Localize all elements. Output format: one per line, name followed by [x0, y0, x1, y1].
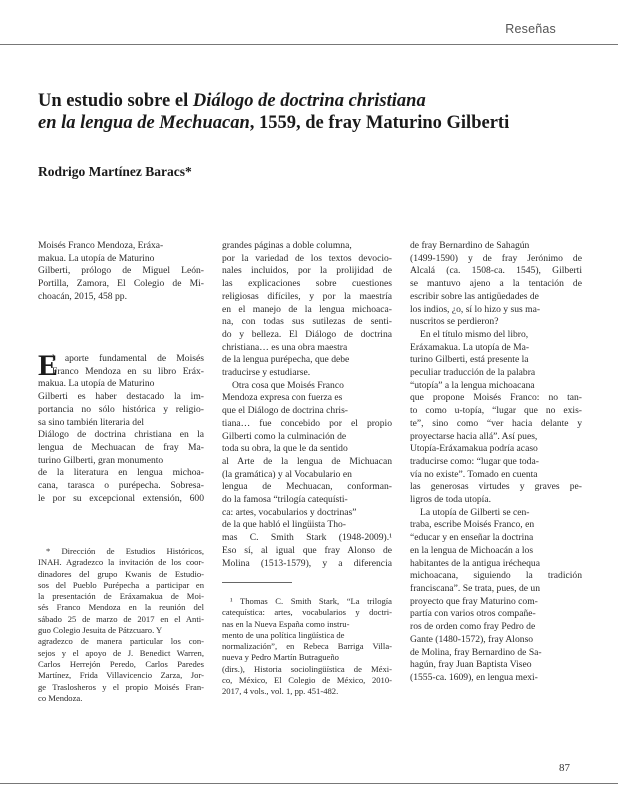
text-line: do la famosa “trilogía catequísti- [222, 494, 348, 506]
text-line: l aporte fundamental de Moisés [52, 353, 204, 364]
text-line: cana, tarasca o purépecha. Sobresa- [38, 480, 204, 492]
text-line: las explicaciones sobre cuestiones [222, 278, 392, 290]
text-line: Moisés Franco Mendoza, Eráxa- [38, 240, 164, 251]
text-line: “educar y en enseñar la doctrina [410, 532, 534, 544]
top-rule [0, 44, 618, 45]
text-line: agradezco de manera particular los con- [38, 636, 204, 647]
text-line: normalización”, en Rebeca Barriga Villa- [222, 641, 392, 652]
text-line: Franco Mendoza en su libro Eráx- [52, 365, 204, 377]
text-line: que propone Moisés Franco: no tan- [410, 392, 582, 404]
text-line: sa sino también literaria del [38, 416, 145, 428]
text-line: Gilberti es haber destacado la im- [38, 391, 204, 403]
text-line: sés Franco Mendoza en la reunión del [38, 602, 204, 613]
text-line: Alcalá (ca. 1508-ca. 1545), Gilberti [410, 265, 582, 277]
author-footnote [38, 546, 204, 704]
text-line: co, México, El Colegio de México, 2010- [222, 675, 392, 686]
text-line: portancia no sólo histórica y religio- [38, 403, 204, 415]
text-line: Gante (1480-1572), fray Alonso [410, 633, 534, 645]
text-line: catequística: artes, vocabularios y doctri- [222, 607, 392, 618]
text-line: que el Diálogo de doctrina chris- [222, 405, 349, 417]
text-line: sejos y el apoyo de J. Benedict Warren, [38, 647, 204, 658]
text-line: de la que habló el lingüista Tho- [222, 519, 346, 531]
text-line: de la literatura en lengua michoa- [38, 467, 204, 479]
section-label: Reseñas [505, 22, 556, 36]
title-italic: en la lengua de Mechuacan [38, 113, 250, 133]
title-text: , 1559, de fray Maturino Gilberti [249, 113, 510, 133]
text-line: INAH. Agradezco la invitación de los coor- [38, 557, 204, 568]
text-line: sos del Pueblo Purépecha a participar en [38, 579, 204, 590]
text-line: ¹ Thomas C. Smith Stark, “La trilogía [230, 596, 392, 606]
text-line: mento de una política lingüística de [222, 629, 345, 640]
text-line: ligros de toda utopía. [410, 494, 491, 506]
text-line: guo Colegio Jesuita de Pátzcuaro. Y [38, 625, 163, 636]
text-line: makua. La utopía de Maturino [38, 252, 155, 264]
text-line: traducirse y estudiarse. [222, 367, 311, 379]
text-line: toda su obra, la que le da sentido [222, 443, 348, 455]
text-line: na, con todas sus sutilezas de senti- [222, 316, 392, 328]
article-title [38, 90, 583, 134]
text-line: Carlos Herrejón Peredo, Carlos Paredes [38, 658, 204, 669]
text-line: co Mendoza. [38, 692, 83, 703]
text-line: to como u-topía, “lugar que no exis- [410, 405, 582, 417]
text-line: traba, escribe Moisés Franco, en [410, 519, 535, 531]
text-line: de Molina, fray Bernardino de Sa- [410, 646, 542, 658]
text-line: le por su excepcional extensión, 600 [38, 492, 204, 504]
text-line: proyectarse hacia allá”. Así pues, [410, 430, 538, 442]
text-line: Diálogo de doctrina christiana en la [38, 429, 204, 441]
text-line: Otra cosa que Moisés Franco [232, 379, 344, 391]
title-text: Un estudio sobre el [38, 91, 193, 111]
text-line: christiana… es una obra maestra [222, 341, 348, 353]
text-line: (1499-1590) y de fray Jerónimo de [410, 252, 582, 264]
footnote-1 [222, 596, 392, 698]
text-line: La utopía de Gilberti se cen- [420, 506, 530, 518]
text-line: te”, sino como “ver hacia delante y [410, 417, 582, 429]
page-number: 87 [559, 762, 570, 774]
text-line: las generosas virtudes y graves pe- [410, 481, 582, 493]
text-line: vía no existe”. Tomado en cuenta [410, 468, 538, 480]
text-line: ca: artes, vocabularios y doctrinas” [222, 506, 357, 518]
text-line: nuscritos se perdieron? [410, 316, 499, 328]
text-line: michoacana, siguiendo la tradición [410, 570, 582, 582]
text-line: se mantuvo ajeno a la tentación de [410, 278, 582, 290]
text-line: franciscana”. Se trata, pues, de un [410, 582, 540, 594]
text-line: Martínez, Frida Villavicencio Zarza, Jor- [38, 670, 204, 681]
text-line: habitantes de la antigua iréchequa [410, 557, 540, 569]
text-line: Gilberti como la culminación de [222, 430, 347, 442]
text-line: por la variedad de los textos devocio- [222, 252, 392, 264]
text-line: choacán, 2015, 458 pp. [38, 290, 127, 302]
text-line: En el título mismo del libro, [420, 328, 529, 340]
text-line: proyecto que fray Maturino com- [410, 595, 538, 607]
text-line: partía con varios otros compañe- [410, 608, 536, 620]
text-line: Utopía-Eráxamakua podría acaso [410, 443, 538, 455]
text-line: (dirs.), Historia sociolingüística de Méxi- [222, 663, 392, 674]
text-line: sábado 25 de marzo de 2017 en el Anti- [38, 613, 204, 624]
text-line: peculiar traducción de la palabra [410, 367, 536, 379]
text-line: (la gramática) y al Vocabulario en [222, 468, 352, 480]
text-line: escribir sobre las antigüedades de [410, 290, 539, 302]
text-line: de fray Bernardino de Sahagún [410, 240, 530, 251]
text-line: traducirse como: “lugar que toda- [410, 455, 539, 467]
text-line: mas C. Smith Stark (1948-2009).¹ [222, 532, 392, 544]
text-line: en la lengua de Michoacán a los [410, 544, 534, 556]
text-line: “utopía” a la lengua michoacana [410, 379, 535, 391]
text-line: nales incluidos, por la prolijidad de [222, 265, 392, 277]
text-line: do y belleza. El Diálogo de doctrina [222, 328, 392, 340]
text-line: lengua de Mechuacan de fray Ma- [38, 441, 204, 453]
column-1-body [38, 349, 204, 505]
text-line: dinadores del grupo Kwanis de Estudio- [38, 568, 204, 579]
title-line-1 [38, 90, 583, 112]
text-line: al Arte de la lengua de Michuacan [222, 455, 392, 467]
column-3-body [410, 240, 582, 685]
text-line: Mendoza expresa con fuerza es [222, 392, 343, 404]
bottom-rule [0, 783, 618, 784]
text-line: religiosas difíciles, y por la maestría [222, 290, 392, 302]
text-line: makua. La utopía de Maturino [38, 378, 155, 390]
text-line: grandes páginas a doble columna, [222, 240, 352, 251]
text-line: hagún, fray Juan Baptista Viseo [410, 659, 532, 671]
column-2-body [222, 240, 392, 570]
title-line-2 [38, 112, 583, 134]
text-line: ge Traslosheros y el propio Moisés Fran- [38, 681, 204, 692]
text-line: ros de orden como fray Pedro de [410, 621, 536, 633]
text-line: tiana… fue concebido por el propio [222, 417, 392, 429]
text-line: Molina (1513-1579), y a diferencia [222, 557, 392, 569]
bibliographic-reference [38, 240, 204, 304]
text-line: turino Gilberti, gran monumento [38, 454, 164, 466]
text-line: lengua de Mechuacan, conforman- [222, 481, 392, 493]
text-line: Eráxamakua. La utopía de Ma- [410, 341, 530, 353]
text-line: Gilberti, prólogo de Miguel León- [38, 265, 204, 277]
text-line: turino Gilberti, está presente la [410, 354, 529, 366]
text-line: nas en la Nueva España como instru- [222, 618, 350, 629]
text-line: 2017, 4 vols., vol. 1, pp. 451-482. [222, 686, 339, 697]
text-line: Portilla, Zamora, El Colegio de Mi- [38, 278, 204, 290]
text-line: nueva y Pedro Martín Butragueño [222, 652, 339, 663]
drop-cap: E [38, 349, 59, 382]
text-line: la presentación de Eráxamakua de Moi- [38, 591, 204, 602]
text-line: en el manejo de la lengua michoaca- [222, 303, 392, 315]
text-line: * Dirección de Estudios Históricos, [46, 546, 204, 556]
title-italic: Diálogo de doctrina christiana [192, 91, 426, 111]
footnote-rule [222, 582, 292, 583]
text-line: de la lengua purépecha, que debe [222, 354, 350, 366]
text-line: Eso sí, al igual que fray Alonso de [222, 544, 392, 556]
text-line: los indios, ¿o, sí lo hizo y sus ma- [410, 303, 541, 315]
text-line: (1555-ca. 1609), en lengua mexi- [410, 671, 538, 683]
author-name: Rodrigo Martínez Baracs* [38, 164, 192, 179]
